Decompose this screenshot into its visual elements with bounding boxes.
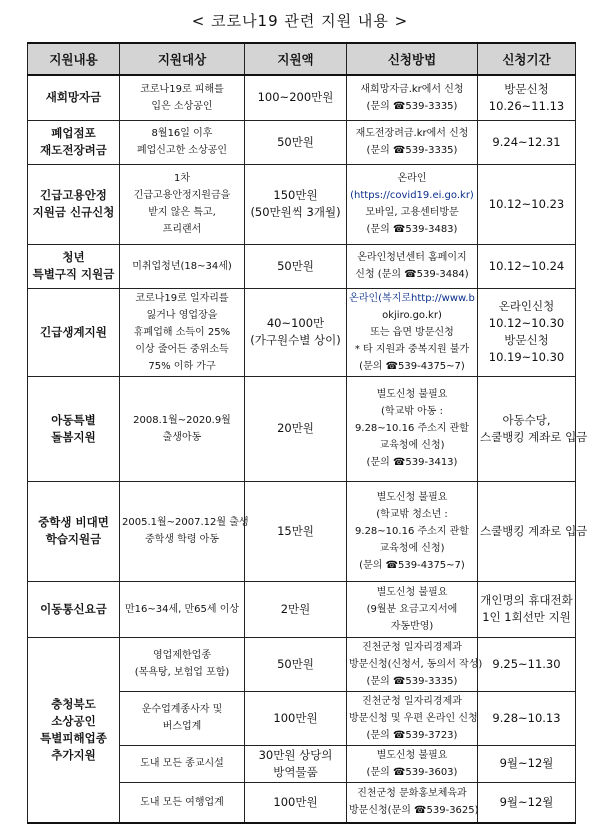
table-row [28,244,576,288]
category-cell [28,164,120,244]
method-cell [347,288,478,376]
period-cell-line: 스쿨뱅킹 계좌로 입금 [480,429,588,444]
amount-cell-line: 100~200만원 [257,90,334,105]
method-cell-line: (문의 ☎539-3335) [366,675,458,687]
amount-cell-line: 2만원 [280,601,311,616]
category-cell-line: 폐업점포 [51,126,96,140]
category-cell-line: 아동특별 [51,412,96,427]
category-cell-line: 긴급고용안정 [40,188,107,202]
period-cell-line: 9.24~12.31 [492,134,561,149]
method-cell-line: 진천군청 문화홍보체육과 [357,788,467,800]
method-cell-line: 재도전장려금.kr에서 신청 [355,128,469,139]
method-cell-line: 온라인(복지로http://www.b [349,292,475,304]
period-cell-line: 10.26~11.13 [488,98,565,113]
category-cell-line: 재도전장려금 [40,143,107,157]
target-cell-line: 만16~34세, 만65세 이상 [124,603,240,615]
period-cell-line: 9.25~11.30 [492,656,561,671]
period-cell-line: 9월~12월 [499,756,554,770]
method-cell-line: 별도신청 불필요 [376,749,448,761]
amount-cell-line: 50만원 [277,258,314,273]
amount-cell-line: 100만원 [273,710,318,725]
target-cell-line: 2005.1월~2007.12월 출생 [122,517,249,528]
category-cell [28,75,120,120]
amount-cell-line: (50만원씩 3개월) [250,205,341,219]
category-cell-line: 긴급생계지원 [40,324,107,339]
period-cell-line: 9.28~10.13 [492,710,561,725]
target-cell [120,745,245,782]
amount-cell-line: 50만원 [277,134,314,149]
period-cell [478,481,588,581]
target-cell-line: 75% 이하 가구 [148,360,216,372]
header-period: 신청기간 [478,43,576,75]
method-cell [347,691,478,745]
method-cell [347,637,483,691]
table-row [28,481,576,581]
target-cell [120,75,245,120]
category-cell [28,581,120,637]
category-cell-line: 돌봄지원 [51,429,96,444]
support-table [27,42,588,824]
method-cell-line: (https://covid19.ei.go.kr) [350,190,474,201]
amount-cell-line: 100만원 [273,794,318,809]
amount-cell [245,120,347,164]
target-cell [120,288,245,376]
target-cell [120,164,245,244]
amount-cell [245,75,347,120]
category-cell [28,637,120,823]
amount-cell [245,691,347,745]
method-cell-line: 모바일, 고용센터방문 [365,207,459,218]
table-row [28,75,576,120]
target-cell-line: 긴급고용안정지원금을 [133,190,231,201]
target-cell-line: 버스업계 [162,721,202,732]
header-target: 지원대상 [120,43,245,75]
category-cell-line: 소상공인 [51,713,96,728]
target-cell [120,244,245,288]
target-cell [120,637,245,691]
method-cell-line: (문의 ☎539-3483) [366,224,458,235]
method-cell [347,782,478,823]
method-cell-line: 9.28~10.16 주소지 관할 [355,423,469,434]
target-cell [120,691,245,745]
period-cell-line: 아동수당, [502,412,551,427]
method-cell-line: 교육청에 신청) [379,542,445,554]
target-cell [120,581,245,637]
period-cell-line: 방문신청 [504,333,549,347]
method-cell-line: (학교밖 아동 : [381,406,443,417]
period-cell [478,581,576,637]
period-cell-line: 온라인신청 [498,299,555,313]
amount-cell [245,782,347,823]
method-cell-line: (문의 ☎539-3603) [366,766,458,778]
method-cell-line: 진천군청 일자리경제과 [362,695,462,707]
period-cell-line: 9월~12월 [499,794,554,809]
method-cell-line: 방문신청 및 우편 온라인 신청 [349,712,478,724]
amount-cell-line: 방역물품 [273,764,318,779]
method-cell-line: 진천군청 일자리경제과 [362,641,462,653]
method-cell-line: 신청 (문의 ☎539-3484) [355,269,469,280]
amount-cell-line: 20만원 [277,421,314,435]
page-title: < 코로나19 관련 지원 내용 > [191,12,409,30]
method-cell-line: 별도신청 불필요 [376,389,448,400]
amount-cell [245,581,347,637]
target-cell-line: 폐업신고한 소상공인 [136,145,228,156]
category-cell-line: 지원금 신규신청 [32,205,115,219]
target-cell-line: (목욕탕, 보험업 포함) [134,667,230,678]
period-cell-line: 10.19~10.30 [488,350,565,364]
method-cell-line: 자동반영) [390,620,434,632]
category-cell-line: 새희망자금 [45,90,102,105]
table-row [28,288,576,376]
period-cell [478,691,576,745]
amount-cell [245,288,347,376]
method-cell-line: 별도신청 불필요 [376,491,448,503]
amount-cell-line: 40~100만 [266,316,325,330]
table-row [28,581,576,637]
target-cell-line: 코로나19로 피해를 [140,83,224,95]
method-cell [347,745,478,782]
target-cell-line: 휴폐업해 소득이 25% [133,326,231,338]
target-cell-line: 도내 모든 여행업계 [140,796,224,808]
period-cell [478,745,576,782]
category-cell-line: 특별피해업종 [40,730,107,745]
method-cell-line: (학교밖 청소년 : [376,508,448,520]
category-cell-line: 충청북도 [51,696,96,711]
target-cell-line: 프리랜서 [162,224,202,235]
method-cell-line: * 타 지원과 중복지원 불가 [354,343,470,355]
category-cell [28,288,120,376]
period-cell [478,288,576,376]
period-cell [478,637,576,691]
period-cell-line: 10.12~10.23 [488,196,565,211]
target-cell [120,782,245,823]
period-cell-line: 10.12~10.30 [488,316,565,330]
amount-cell [245,376,347,481]
period-cell [478,376,588,481]
target-cell-line: 코로나19로 일자리를 [135,292,229,304]
method-cell [347,244,478,288]
category-cell-line: 학습지원금 [45,532,102,546]
method-cell-line: (문의 ☎539-3723) [366,729,458,741]
target-cell-line: 중학생 학령 아동 [145,534,219,545]
method-cell-line: 온라인청년센터 홈페이지 [357,252,467,263]
method-cell-line: (문의 ☎539-4375~7) [359,559,465,571]
method-cell-line: 교육청에 신청) [379,440,445,451]
method-cell-line: (9월분 요금고지서에 [366,603,458,615]
amount-cell-line: (가구원수별 상이) [250,333,341,347]
method-cell-line: 온라인 [397,173,427,184]
table-row [28,637,576,691]
target-cell-line: 잃거나 영업장을 [146,309,218,321]
period-cell [478,244,576,288]
header-amount: 지원액 [245,43,347,75]
method-cell [347,376,478,481]
period-cell [478,120,576,164]
header-category: 지원내용 [28,43,120,75]
category-cell-line: 이동통신요금 [40,601,107,616]
target-cell [120,120,245,164]
period-cell [478,782,576,823]
period-cell-line: 10.12~10.24 [488,258,565,273]
amount-cell [245,244,347,288]
method-cell-line: 새희망자금.kr에서 신청 [360,83,464,95]
target-cell-line: 이상 줄어든 중위소득 [135,343,229,355]
method-cell-line: 별도신청 불필요 [376,586,448,598]
target-cell-line: 도내 모든 종교시설 [140,758,224,769]
method-cell-line: (문의 ☎539-4375~7) [359,360,465,372]
target-cell-line: 입은 소상공인 [151,100,213,112]
method-cell [347,120,478,164]
table-header-row [28,43,576,75]
table-row [28,376,576,481]
method-cell-line: 방문신청(문의 ☎539-3625) [349,805,479,817]
method-cell [347,75,478,120]
period-cell-line: 1인 1회선만 지원 [482,610,571,624]
method-cell-line: (문의 ☎539-3413) [366,457,458,468]
method-cell-line: okjiro.go.kr) [382,309,442,321]
method-cell [347,164,478,244]
category-cell-line: 추가지원 [51,747,96,762]
target-cell-line: 2008.1월~2020.9월 [133,414,231,426]
amount-cell-line: 50만원 [277,656,314,671]
amount-cell-line: 15만원 [277,523,314,538]
amount-cell [245,164,347,244]
target-cell-line: 1차 [173,173,191,184]
target-cell-line: 미취업청년(18~34세) [132,260,232,272]
category-cell-line: 청년 [62,250,85,264]
method-cell-line: (문의 ☎539-3335) [366,100,458,112]
table-row [28,164,576,244]
amount-cell [245,745,347,782]
target-cell-line: 8월16일 이후 [151,128,213,139]
category-cell-line: 특별구직 지원금 [32,267,115,281]
category-cell [28,376,120,481]
category-cell [28,120,120,164]
period-cell-line: 스쿨뱅킹 계좌로 입금 [480,523,588,538]
period-cell [478,75,576,120]
target-cell-line: 운수업계종사자 및 [141,704,223,715]
target-cell [120,481,249,581]
category-cell [28,244,120,288]
target-cell-line: 출생아동 [162,431,202,443]
amount-cell-line: 150만원 [273,188,318,202]
period-cell-line: 개인명의 휴대전화 [480,593,573,607]
target-cell-line: 영업제한업종 [153,650,211,661]
target-cell [120,376,245,481]
period-cell-line: 방문신청 [504,81,549,96]
amount-cell-line: 30만원 상당의 [258,747,333,762]
method-cell-line: 또는 읍면 방문신청 [370,326,454,338]
target-cell-line: 받지 않은 특고, [148,207,216,218]
method-cell [347,481,478,581]
method-cell [347,581,478,637]
category-cell-line: 중학생 비대면 [38,515,109,529]
period-cell [478,164,576,244]
table-row [28,120,576,164]
method-cell-line: 방문신청(신청서, 동의서 작성) [349,658,483,670]
amount-cell [245,637,347,691]
header-method: 신청방법 [347,43,478,75]
amount-cell [245,481,347,581]
method-cell-line: 9.28~10.16 주소지 관할 [355,525,469,537]
category-cell [28,481,120,581]
method-cell-line: (문의 ☎539-3335) [366,145,458,156]
